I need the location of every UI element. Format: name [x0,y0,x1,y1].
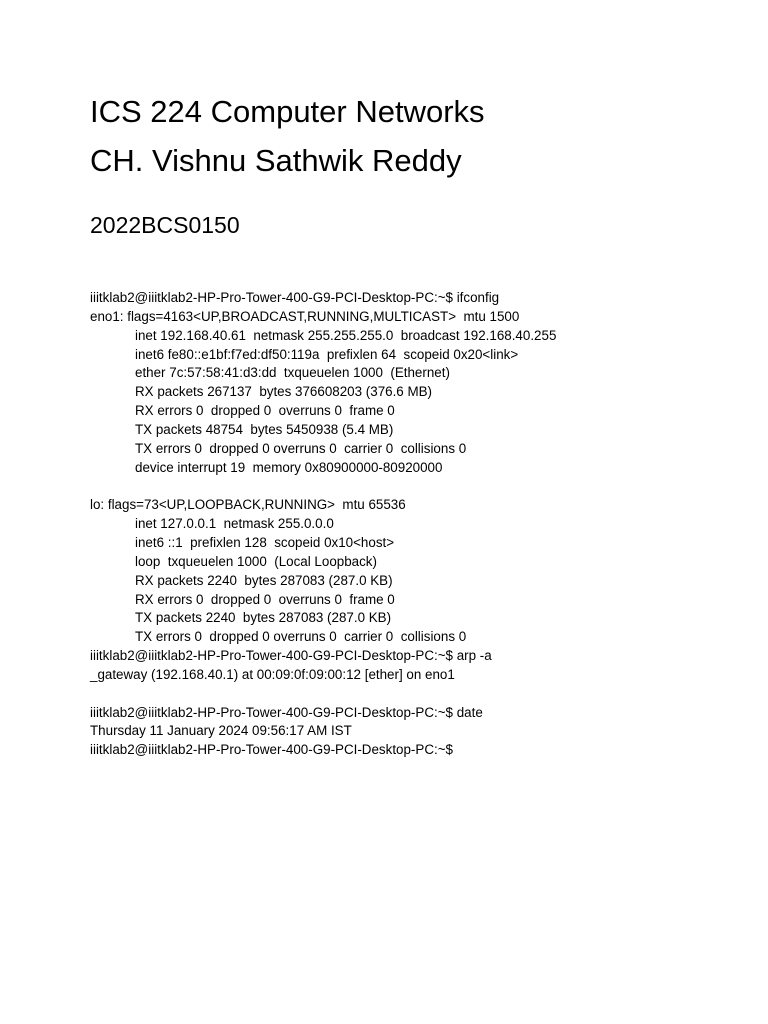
terminal-line: eno1: flags=4163<UP,BROADCAST,RUNNING,MULTICAST> mtu 1500 [90,308,520,324]
terminal-line: iiitklab2@iiitklab2-HP-Pro-Tower-400-G9-PCI-Desktop-PC:~$ arp -a [90,648,492,664]
terminal-line: TX packets 2240 bytes 287083 (287.0 KB) [135,610,392,626]
terminal-line: iiitklab2@iiitklab2-HP-Pro-Tower-400-G9-PCI-Desktop-PC:~$ date [90,704,483,720]
terminal-line: inet6 ::1 prefixlen 128 scopeid 0x10<host> [135,534,395,550]
document-title-author: CH. Vishnu Sathwik Reddy [90,143,462,178]
terminal-output [90,289,760,760]
terminal-line: inet 127.0.0.1 netmask 255.0.0.0 [135,516,334,532]
terminal-line: inet 192.168.40.61 netmask 255.255.255.0 broadcast 192.168.40.255 [135,327,557,343]
terminal-line: iiitklab2@iiitklab2-HP-Pro-Tower-400-G9-PCI-Desktop-PC:~$ ifconfig [90,290,500,305]
terminal-line: TX packets 48754 bytes 5450938 (5.4 MB) [135,421,394,437]
terminal-line: RX packets 267137 bytes 376608203 (376.6 MB) [135,384,433,400]
terminal-line: _gateway (192.168.40.1) at 00:09:0f:09:00:12 [ether] on eno1 [90,666,455,682]
terminal-line: device interrupt 19 memory 0x80900000-80920000 [135,459,443,475]
terminal-line: TX errors 0 dropped 0 overruns 0 carrier 0 collisions 0 [135,629,467,645]
blank-line [90,477,760,496]
roll-number: 2022BCS0150 [90,212,240,238]
terminal-line: inet6 fe80::e1bf:f7ed:df50:119a prefixlen 64 scopeid 0x20<link> [135,346,519,362]
terminal-line: loop txqueuelen 1000 (Local Loopback) [135,553,377,569]
terminal-line: ether 7c:57:58:41:d3:dd txqueuelen 1000 (Ethernet) [135,365,450,381]
terminal-line: lo: flags=73<UP,LOOPBACK,RUNNING> mtu 65536 [90,497,406,513]
terminal-line: iiitklab2@iiitklab2-HP-Pro-Tower-400-G9-PCI-Desktop-PC:~$ [90,742,453,758]
terminal-line: Thursday 11 January 2024 09:56:17 AM IST [90,723,352,739]
blank-line [90,685,760,704]
terminal-line: RX errors 0 dropped 0 overruns 0 frame 0 [135,403,395,419]
terminal-line: RX packets 2240 bytes 287083 (287.0 KB) [135,572,393,588]
terminal-line: RX errors 0 dropped 0 overruns 0 frame 0 [135,591,395,607]
terminal-line: TX errors 0 dropped 0 overruns 0 carrier 0 collisions 0 [135,440,467,456]
document-title-course: ICS 224 Computer Networks [90,94,485,129]
